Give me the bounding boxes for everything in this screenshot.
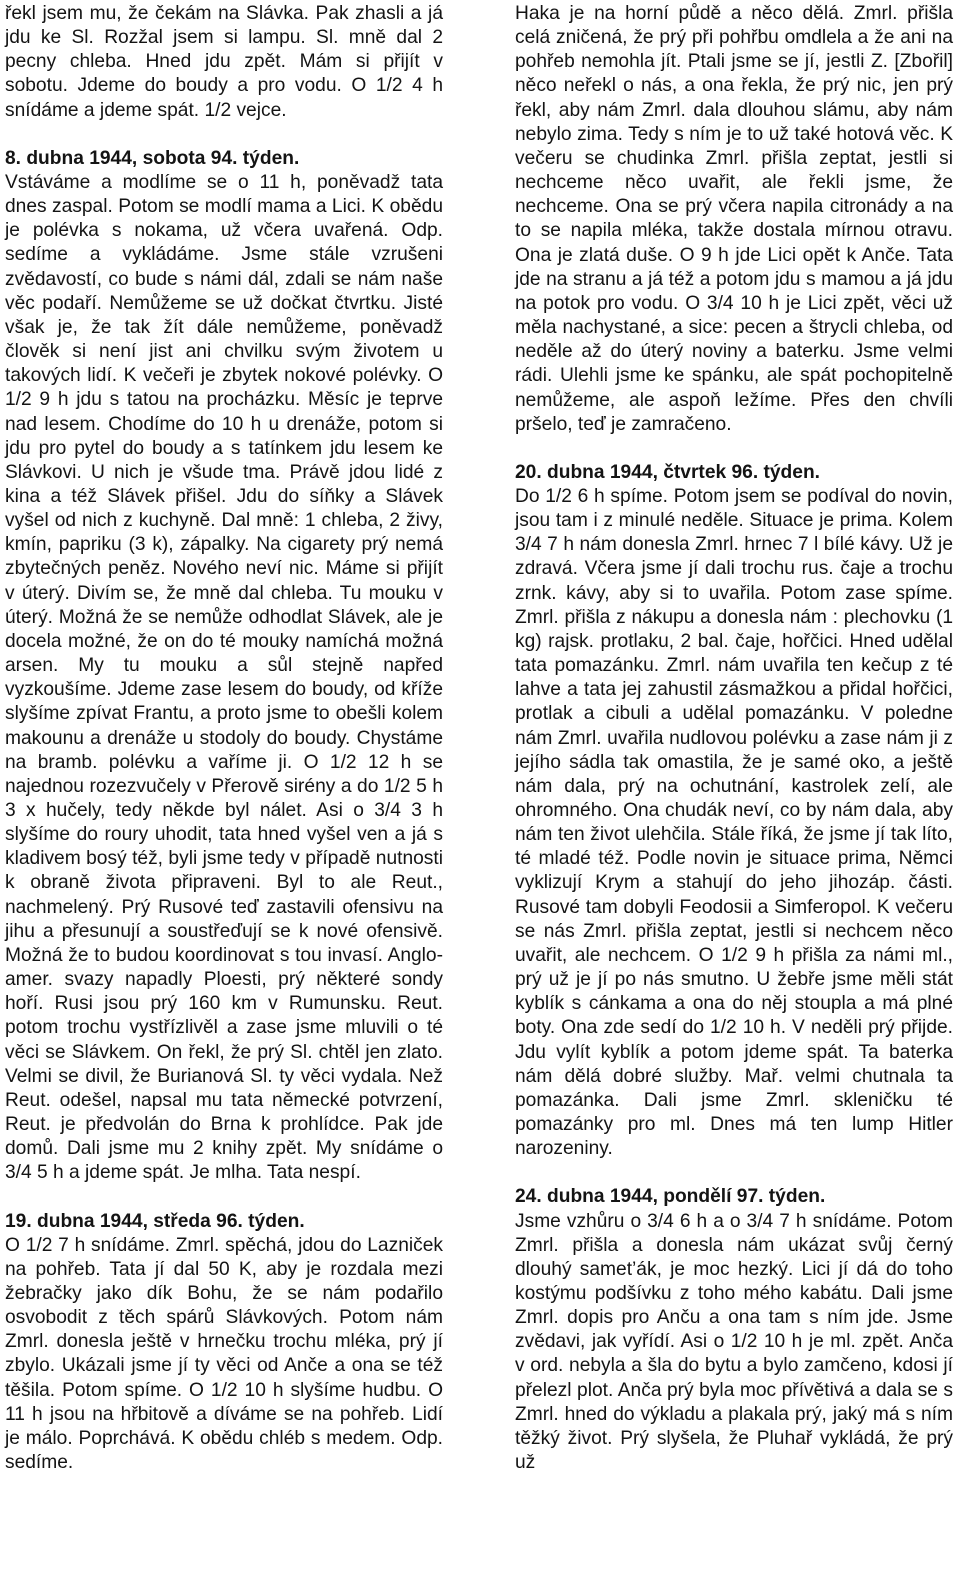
entry-heading-8-april: 8. dubna 1944, sobota 94. týden. [5, 147, 300, 169]
entry-text-19-april: O 1/2 7 h snídáme. Zmrl. spěchá, jdou do Lazniček na pohřeb. Tata jí dal 50 K, aby je rozdala mezi žebračky jako dík Bohu, že se nám podařilo osvobodit z těch spárů Slávkových. Potom nám Zmrl. donesla ještě v hrnečku trochu mléka, prý jí zbylo. Ukázali jsme jí ty věci od Anče a ona se též těšila. Potom spíme. O 1/2 10 h slyšíme hudbu. O 11 h jsou na hřbitově a díváme se na pohřeb. Lidí je málo. Poprchává. K obědu chléb s medem. Odp. sedíme. [5, 1234, 443, 1474]
right-intro-paragraph: Haka je na horní půdě a něco dělá. Zmrl. přišla celá zničená, že prý při pohřbu omdlela a že ani na pohřeb nemohla jít. Ptali jsme se jí, jestli Z. [Zbořil] něco neřekl o nás, a ona řekla, že prý nic, jen prý řekl, aby nám Zmrl. dala dlouhou slámu, aby nám nebylo zima. Tedy s ním je to už také hotová věc. K večeru se chudinka Zmrl. přišla zeptat, jestli si nechceme něco uvařit, ale řekli jsme, že nechceme. Ona se prý včera napila citronády a na to se napila mléka, takže dostala mírnou otravu. Ona je zlatá duše. O 9 h jde Lici opět k Anče. Tata jde na stranu a já též a potom jdu s mamou a já jdu na potok pro vodu. O 3/4 10 h je Lici zpět, věci už měla nachystané, a sice: pecen a štrycli chleba, od neděle až do úterý noviny a baterku. Jsme velmi rádi. Ulehli jsme ke spánku, ale spát pochopitelně nemůžeme, ale aspoň ležíme. Přes den chvíli pršelo, teď je zamračeno. [515, 3, 953, 435]
entry-heading-19-april: 19. dubna 1944, středa 96. týden. [5, 1210, 305, 1232]
paragraph-gap [5, 1186, 443, 1210]
entry-text-20-april: Do 1/2 6 h spíme. Potom jsem se podíval do novin, jsou tam i z minulé neděle. Situace je prima. Kolem 3/4 7 h nám donesla Zmrl. hrnec 7 l bílé kávy. Už je zdravá. Včera jsme jí dali trochu rus. čaje a trochu zrnk. kávy, aby si to uvařila. Potom zase spíme. Zmrl. přišla z nákupu a donesla nám : plechovku (1 kg) rajsk. protlaku, 2 bal. čaje, hořčici. Hned udělal tata pomazánku. Zmrl. nám uvařila ten kečup z té lahve a tata jej zahustil zásmažkou a přidal hořčici, protlak a cibuli a udělal pomazánku. V poledne nám Zmrl. uvařila nudlovou polévku a zase nám ji z jejího sádla tak omastila, že je samé oko, a ještě nám dala, prý na ochutnání, kastrolek zelí, ale ohromného. Ona chudák neví, co by nám dala, aby nám ten život ulehčila. Stále říká, že jsme jí tak líto, té mladé též. Podle novin je situace prima, Němci vyklizují Krym a stahují do jeho jihozáp. části. Rusové tam dobyli Feodosii a Simferopol. K večeru se nás Zmrl. přišla zeptat, jestli si nechcem něco uvařit, ale nechcem. O 1/2 9 h přišla za námi ml., prý už je jí po nás smutno. U žebře jsme měli stát kyblík s cánkama a ona do něj stoupla a má plné boty. Ona zde sedí do 1/2 10 h. V neděli prý přijde. Jdu vylít kyblík a potom jdeme spát. Ta baterka nám dělá dobré služby. Mař. velmi chutnala ta pomazánka. Dali jsme Zmrl. skleničku té pomazánky pro ml. Dnes má ten lump Hitler narozeniny. [515, 485, 953, 1160]
entry-text-8-april: Vstáváme a modlíme se o 11 h, poněvadž tata dnes zaspal. Potom se modlí mama a Lici. K obědu je polévka s nokama, už včera uvařená. Odp. sedíme a vykládáme. Jsme stále vzrušeni zvědavostí, co bude s námi dál, zdali se nám naše věc podaří. Nemůžeme se už dočkat čtvrtku. Jisté však je, že tak žít dále nemůžeme, poněvadž člověk si není jist ani chvilku svým životem u takových lidí. K večeři je zbytek nokové polévky. O 1/2 9 h jdu s tatou na procházku. Měsíc je teprve nad lesem. Chodíme do 10 h u drenáže, potom si jdu pro pytel do boudy a s tatínkem jdu lesem ke Slávkovi. U nich je všude tma. Právě jdou lidé z kina a též Slávek přišel. Jdu do síňky a Slávek vyšel od nich z kuchyně. Dal mně: 1 chleba, 2 živy, kmín, papriku (3 k), zápalky. Na cigarety prý nemá zbytečných peněz. Nového neví nic. Máme si přijít v úterý. Divím se, že mně dal chleba. Tu mouku v úterý. Možná že se nemůže odhodlat Slávek, ale je docela možné, že on do té mouky namíchá možná arsen. My tu mouku a sůl stejně napřed vyzkoušíme. Jdeme zase lesem do boudy, od kříže slyšíme zpívat Frantu, a proto jsme to obešli kolem makounu a drenáže u stodoly do boudy. Chystáme na bramb. polévku a vaříme ji. O 1/2 12 h se najednou rozezvučely v Přerově sirény a do 1/2 5 h 3 x hučely, tedy někde byl nálet. Asi o 3/4 3 h slyšíme do roury uhodit, tata hned vyšel ven a já s kladivem bosý též, byli jsme tedy v případě nutnosti k obraně života připraveni. Byl to ale Reut., nachmelený. Prý Rusové teď zastavili ofensivu na jihu a přesunují a soustřeďují se k nové ofensivě. Možná že to budou koordinovat s tou invasí. Anglo-amer. svazy napadly Ploesti, prý některé sondy hoří. Rusi jsou prý 160 km v Rumunsku. Reut. potom trochu vystřízlivěl a zase jsme mluvili o té věci se Slávkem. On řekl, že prý Sl. chtěl jen zlato. Velmi se divil, že Burianová Sl. ty věci vydala. Než Reut. odešel, napsal mu tata německé potvrzení, Reut. je předvolán do Brna k prohlídce. Pak jde domů. Dali jsme mu 2 knihy zpět. My snídáme o 3/4 5 h a jdeme spát. Je mlha. Tata nespí. [5, 171, 443, 1184]
right-column [515, 2, 953, 1475]
paragraph-gap [515, 1161, 953, 1185]
paragraph-gap [515, 437, 953, 461]
entry-text-24-april: Jsme vzhůru o 3/4 6 h a o 3/4 7 h snídáme. Potom Zmrl. přišla a donesla nám ukázat svůj černý dlouhý samet’ák, je moc hezký. Lici jí dá do toho kostýmu podšívku z toho mého kabátu. Dali jsme Zmrl. dopis pro Anču a ona tam s ním jde. Jsme zvědavi, jak vyřídí. Asi o 1/2 10 h je ml. zpět. Anča v ord. nebyla a šla do bytu a bylo zamčeno, kdosi jí přelezl plot. Anča prý byla moc přívětivá a dala se s Zmrl. hned do výkladu a plakala prý, jaký má s ním těžký život. Prý slyšela, že Pluhař vykládá, že prý už [515, 1210, 953, 1474]
left-column [5, 2, 443, 1475]
left-intro-paragraph: řekl jsem mu, že čekám na Slávka. Pak zhasli a já jdu ke Sl. Rozžal jsem si lampu. Sl. mně dal 2 pecny chleba. Hned jdu zpět. Mám si přijít v sobotu. Jdeme do boudy a pro vodu. O 1/2 4 h snídáme a jdeme spát. 1/2 vejce. [5, 3, 443, 121]
entry-heading-20-april: 20. dubna 1944, čtvrtek 96. týden. [515, 461, 821, 483]
paragraph-gap [5, 123, 443, 147]
entry-heading-24-april: 24. dubna 1944, pondělí 97. týden. [515, 1186, 826, 1208]
